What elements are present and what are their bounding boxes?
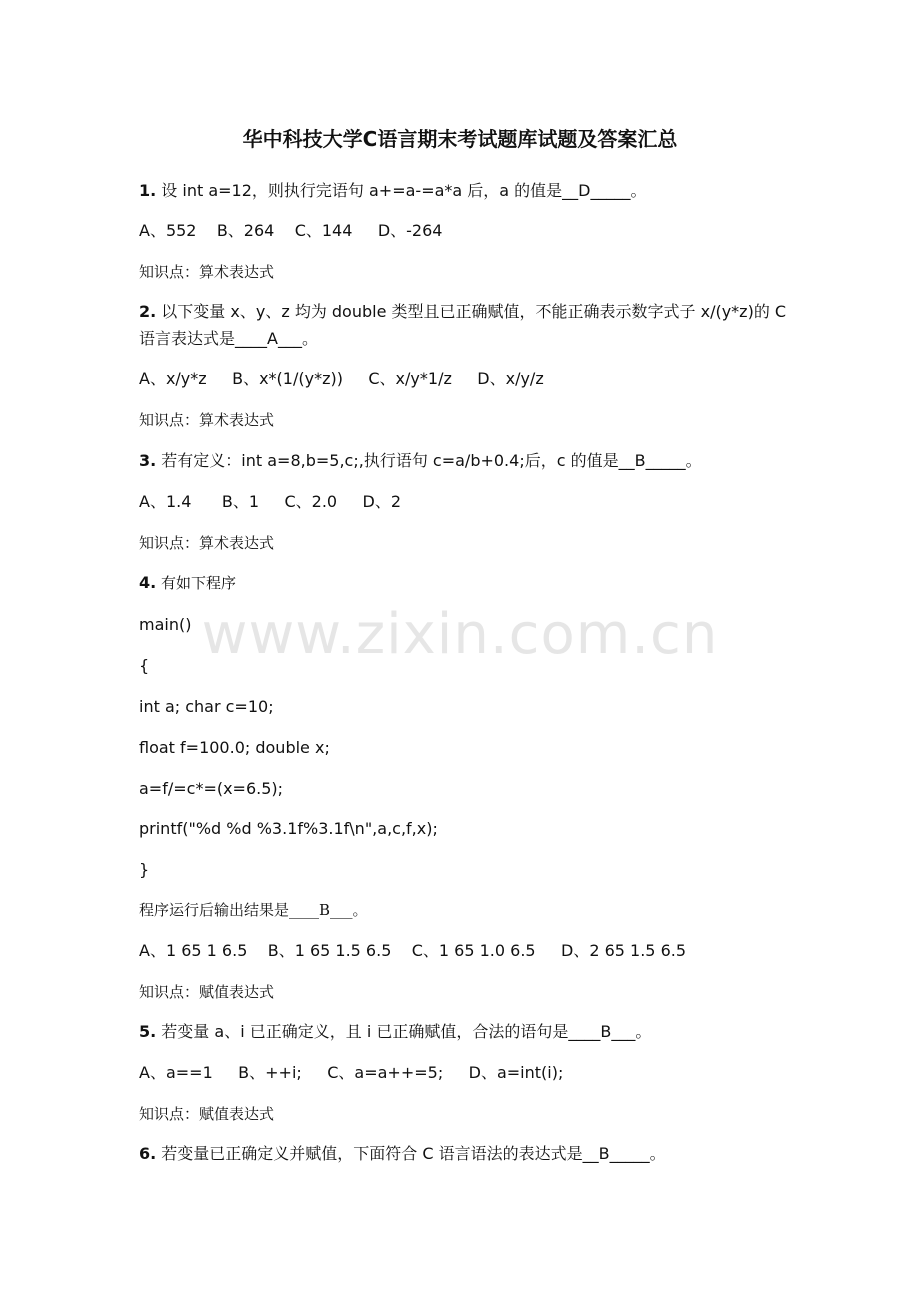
question-text: 若有定义：int a=8,b=5,c;,执行语句 c=a/b+0.4;后，c 的值是__B_____。 [156, 451, 702, 470]
question-number: 5. [139, 1022, 157, 1041]
code-line: a=f/=c*=(x=6.5); [139, 779, 284, 798]
question-text: 有如下程序 [156, 574, 236, 592]
question-2-options: A、x/y*z B、x*(1/(y*z)) C、x/y*1/z D、x/y/z [139, 369, 544, 388]
code-line: float f=100.0; double x; [139, 738, 330, 757]
question-text: 若变量 a、i 已正确定义，且 i 已正确赋值，合法的语句是____B___。 [156, 1022, 652, 1041]
question-2-knowledge: 知识点：算术表达式 [139, 411, 275, 429]
question-4-prompt [139, 899, 789, 921]
question-number: 6. [139, 1144, 157, 1163]
code-line: { [139, 656, 150, 675]
code-line: int a; char c=10; [139, 697, 274, 716]
question-5-knowledge: 知识点：赋值表达式 [139, 1105, 275, 1123]
question-4 [139, 572, 789, 594]
question-number: 3. [139, 451, 157, 470]
question-text: 若变量已正确定义并赋值，下面符合 C 语言语法的表达式是__B_____。 [156, 1144, 666, 1163]
question-4-knowledge: 知识点：赋值表达式 [139, 983, 275, 1001]
question-1-options: A、552 B、264 C、144 D、-264 [139, 221, 443, 240]
question-text: 设 int a=12，则执行完语句 a+=a-=a*a 后，a 的值是__D_____。 [156, 181, 647, 200]
code-line: } [139, 860, 150, 879]
question-number: 1. [139, 181, 157, 200]
question-1 [139, 180, 789, 202]
question-4-options: A、1 65 1 6.5 B、1 65 1.5 6.5 C、1 65 1.0 6.5 D、2 65 1.5 6.5 [139, 941, 687, 960]
question-2 [139, 298, 789, 352]
watermark-text: www.zixin.com.cn [201, 602, 719, 667]
question-5 [139, 1021, 789, 1043]
question-3-knowledge: 知识点：算术表达式 [139, 534, 275, 552]
document-title: 华中科技大学C语言期末考试题库试题及答案汇总 [242, 127, 678, 151]
question-text: 以下变量 x、y、z 均为 double 类型且已正确赋值，不能正确表示数字式子 x/(y*z)的 C 语言表达式是____A___。 [139, 302, 787, 348]
question-3-options: A、1.4 B、1 C、2.0 D、2 [139, 492, 402, 511]
question-5-options: A、a==1 B、++i; C、a=a++=5; D、a=int(i); [139, 1063, 564, 1082]
question-6 [139, 1143, 789, 1165]
question-text: 程序运行后输出结果是____B___。 [139, 901, 368, 919]
question-number: 2. [139, 302, 157, 321]
question-number: 4. [139, 573, 157, 592]
question-1-knowledge: 知识点：算术表达式 [139, 263, 275, 281]
question-3 [139, 450, 789, 472]
code-line: printf("%d %d %3.1f%3.1f\n",a,c,f,x); [139, 819, 438, 838]
code-line: main() [139, 615, 192, 634]
